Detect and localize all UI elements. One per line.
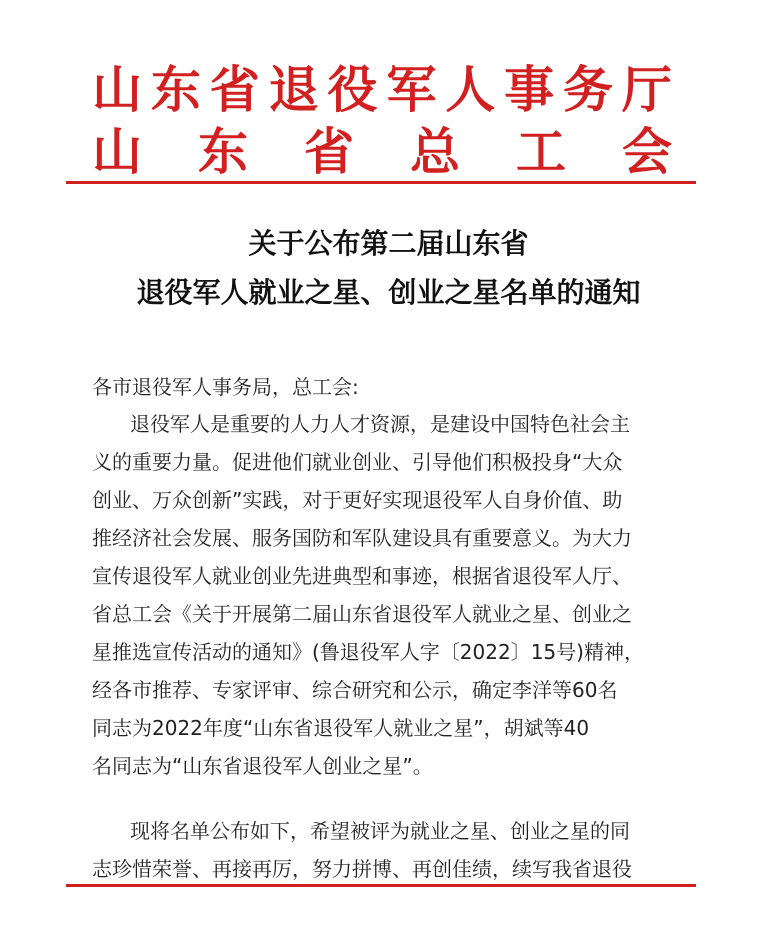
paragraph-line: 经各市推荐、专家评审、综合研究和公示，确定李洋等60名 (92, 678, 618, 702)
paragraph-line: 志珍惜荣誉、再接再厉，努力拼博、再创佳绩，续写我省退役 (92, 857, 632, 881)
paragraph-line: 创业、万众创新”实践，对于更好实现退役军人自身价值、助 (92, 488, 623, 512)
issuer-char: 人 (445, 60, 496, 119)
issuer-line-2 (92, 124, 672, 180)
paragraph-2 (92, 812, 692, 888)
issuer-char: 工 (516, 122, 566, 181)
issuer-char: 山 (92, 60, 142, 119)
paragraph-line: 退役军人是重要的人力人才资源，是建设中国特色社会主 (130, 412, 630, 436)
issuer-char: 务 (563, 60, 613, 119)
paragraph-line: 现将名单公布如下，希望被评为就业之星、创业之星的同 (130, 819, 630, 843)
footer-divider (66, 884, 696, 887)
issuer-char: 会 (622, 122, 672, 181)
header-divider (66, 181, 696, 184)
issuer-char: 山 (92, 122, 142, 181)
paragraph-line: 义的重要力量。促进他们就业创业、引导他们积极投身“大众 (92, 450, 623, 474)
issuer-char: 厅 (621, 60, 672, 119)
paragraph-line: 省总工会《关于开展第二届山东省退役军人就业之星、创业之 (92, 602, 632, 626)
issuer-char: 役 (327, 60, 378, 119)
paragraph-line: 同志为2022年度“山东省退役军人就业之星”，胡斌等40 (92, 716, 590, 740)
issuer-char: 东 (150, 60, 201, 119)
issuer-line-1 (92, 62, 672, 118)
issuer-char: 东 (198, 122, 248, 181)
paragraph-line: 星推选宣传活动的通知》(鲁退役军人字〔2022〕15号)精神， (92, 640, 644, 664)
issuer-char: 事 (504, 60, 555, 119)
paragraph-1 (92, 405, 692, 785)
issuer-char: 总 (410, 122, 460, 181)
notice-title-line-1: 关于公布第二届山东省 (248, 227, 529, 260)
paragraph-line: 名同志为“山东省退役军人创业之星”。 (92, 754, 433, 778)
issuer-char: 省 (209, 60, 260, 119)
paragraph-line: 推经济社会发展、服务国防和军队建设具有重要意义。为大力 (92, 526, 632, 550)
issuer-char: 军 (386, 60, 437, 119)
salutation: 各市退役军人事务局，总工会: (92, 375, 359, 399)
paragraph-line: 宣传退役军人就业创业先进典型和事迹，根据省退役军人厅、 (92, 564, 632, 588)
issuer-char: 省 (304, 122, 354, 181)
notice-title-line-2: 退役军人就业之星、创业之星名单的通知 (136, 276, 641, 309)
issuer-char: 退 (268, 60, 319, 119)
